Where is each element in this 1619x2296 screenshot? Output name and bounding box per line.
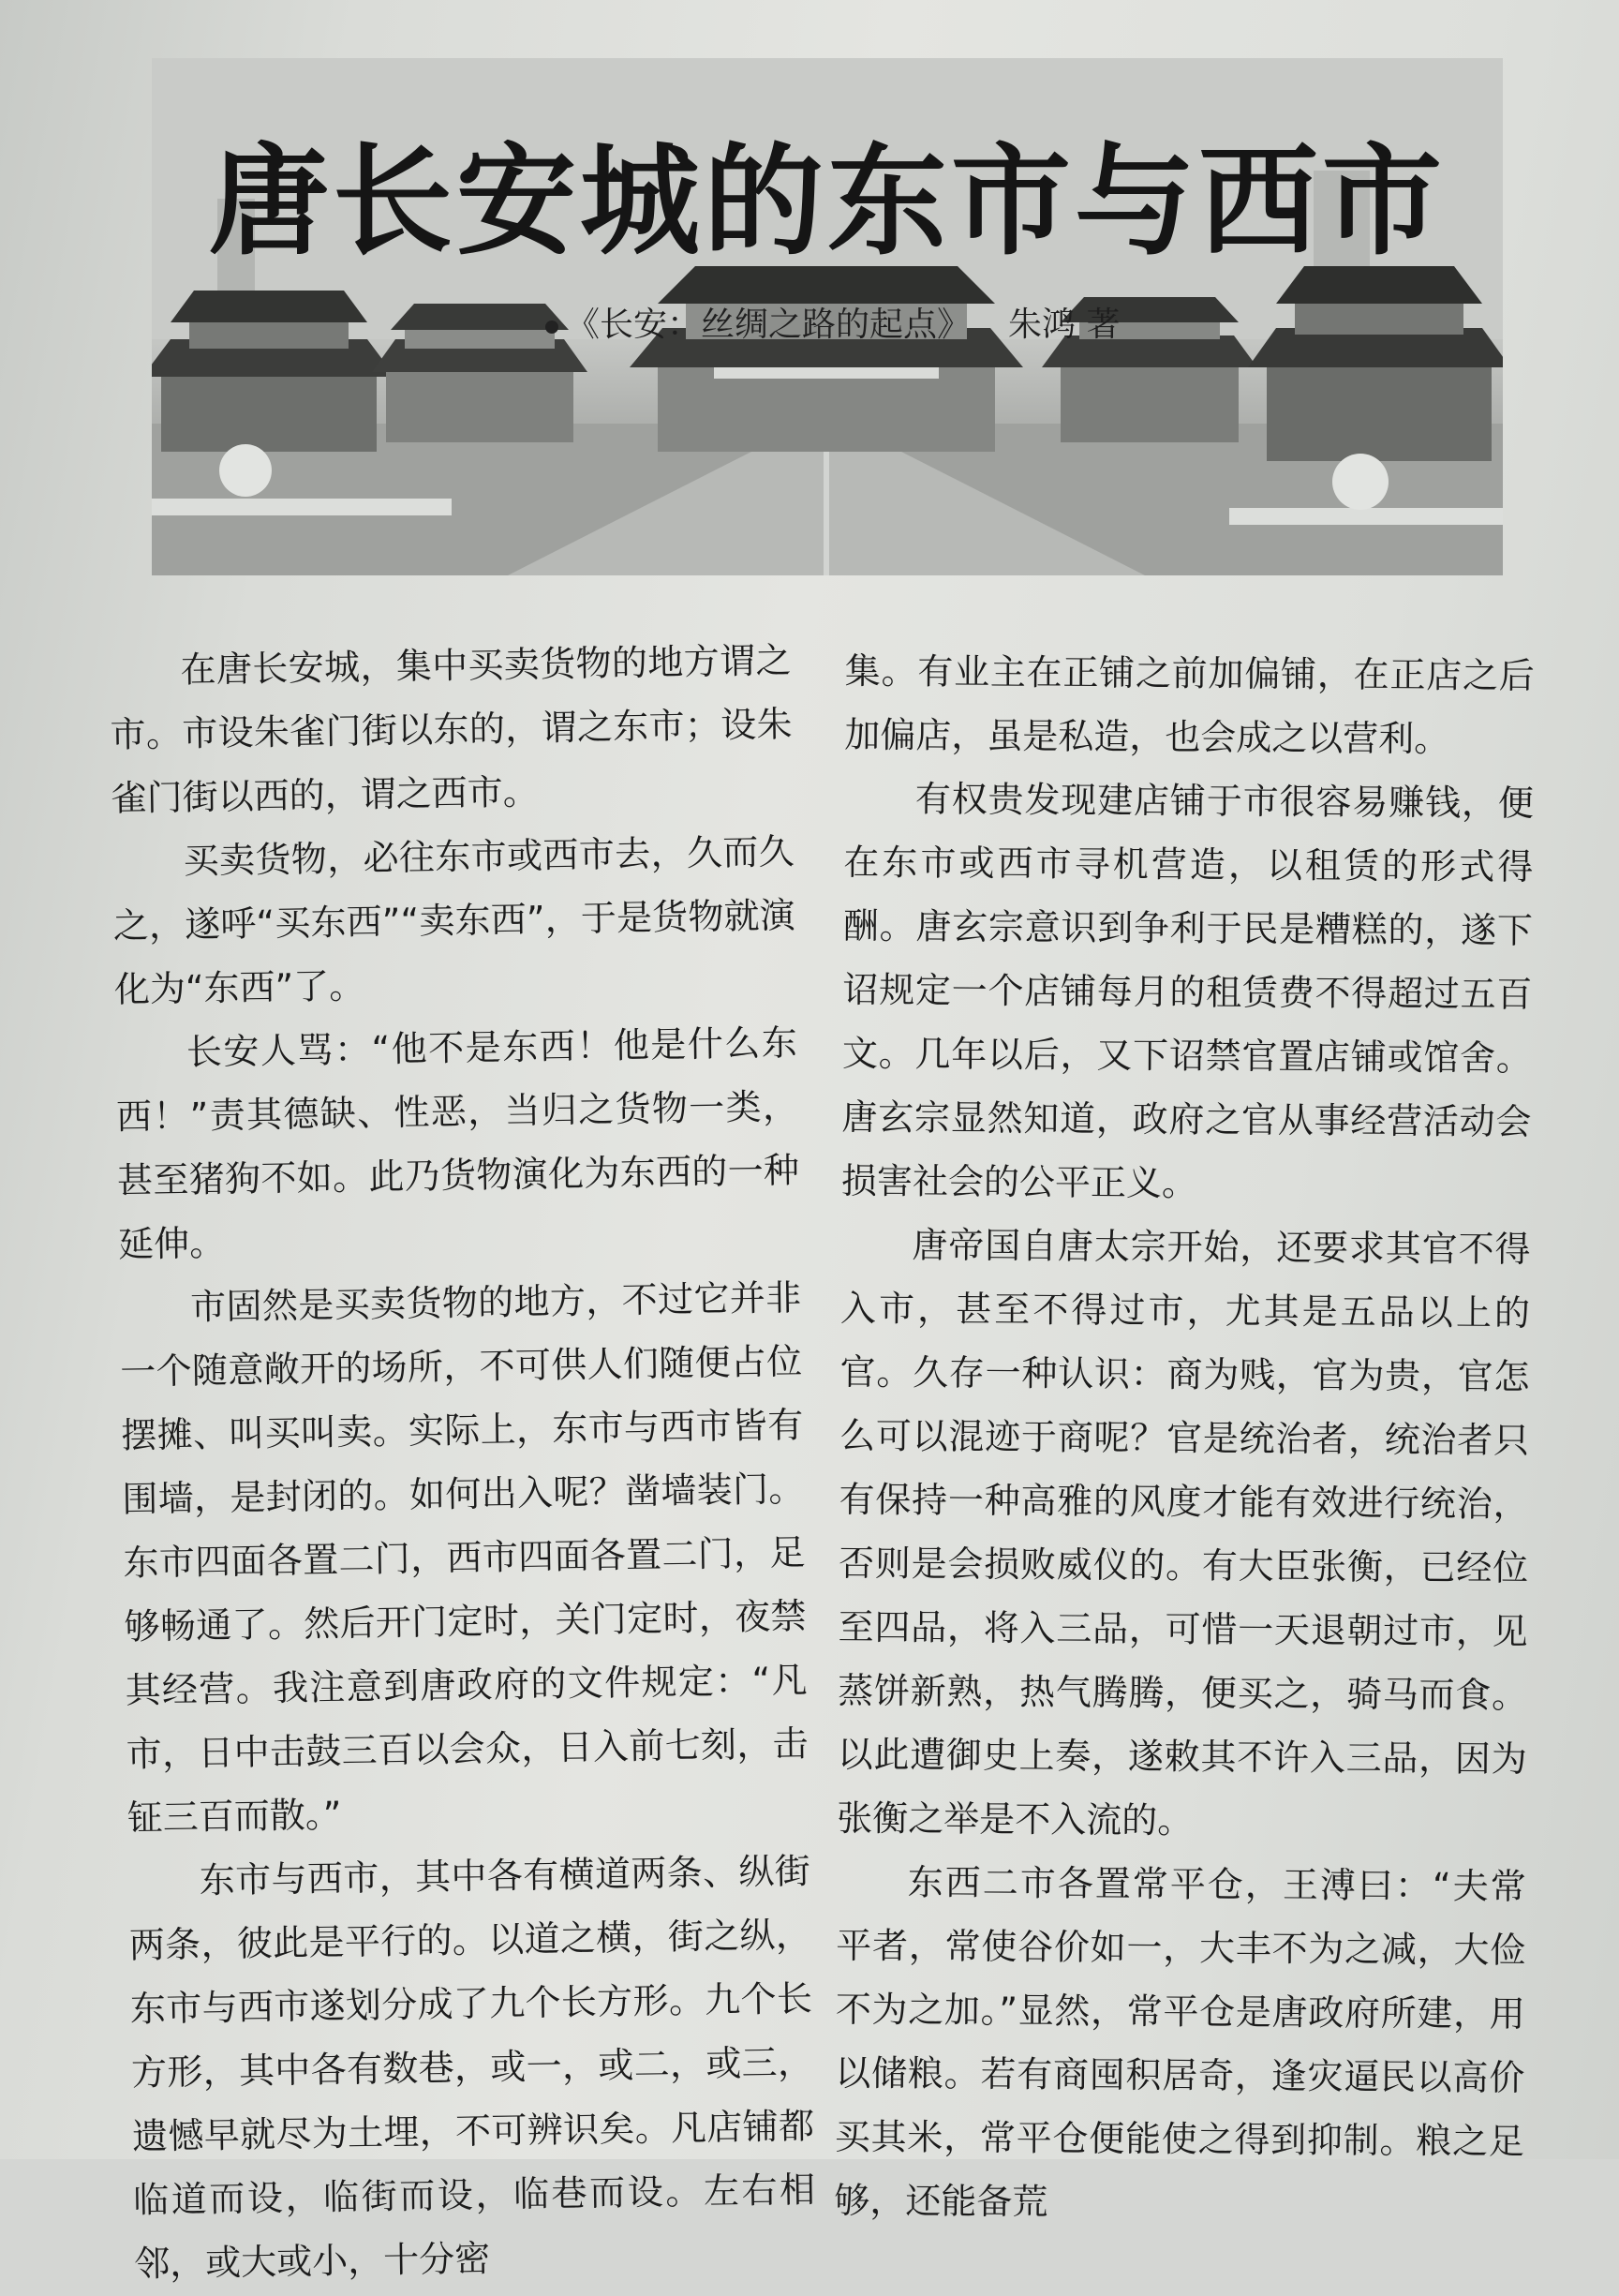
- article-title: 唐长安城的东市与西市: [208, 131, 1446, 272]
- paragraph: 东西二市各置常平仓，王溥曰：“夫常平者，常使谷价如一，大丰不为之减，大俭不为之加。”显然，常平仓是唐政府所建，用以储粮。若有商囤积居奇，逢灾逼民以高价买其米，常平仓便能使之得到抑制。粮之足够，还能备荒: [834, 1861, 1526, 2223]
- paragraph: 唐帝国自唐太宗开始，还要求其官不得入市，甚至不得过市，尤其是五品以上的官。久存一种认识：商为贱，官为贵，官怎么可以混迹于商呢？官是统治者，统治者只有保持一种高雅的风度才能有效进行统治，否则是会损败威仪的。有大臣张衡，已经位至四品，将入三品，可惜一天退朝过市，见蒸饼新熟，热气腾腾，便买之，骑马而食。以此遭御史上奏，遂敕其不许入三品，因为张衡之举是不入流的。: [837, 1224, 1531, 1841]
- paragraph: 长安人骂：“他不是东西！他是什么东西！”责其德缺、性恶，当归之货物一类，甚至猪狗不如。此乃货物演化为东西的一种延伸。: [115, 1021, 800, 1265]
- paragraph: 东市与西市，其中各有横道两条、纵街两条，彼此是平行的。以道之横，街之纵，东市与西市遂划分成了九个长方形。九个长方形，其中各有数巷，或一，或二，或三，遗憾早就尽为土埋，不可辨识矣。凡店铺都临道而设，临街而设，临巷而设。左右相邻，或大或小，十分密: [128, 1850, 816, 2285]
- paragraph: 集。有业主在正铺之前加偏铺，在正店之后加偏店，虽是私造，也会成之以营利。: [844, 649, 1535, 760]
- bullet-icon: [545, 321, 558, 334]
- paragraph: 买卖货物，必往东市或西市去，久而久之，遂呼“买东西”“卖东西”，于是货物就演化为“东西”了。: [112, 830, 796, 1010]
- article-byline: [545, 298, 1120, 346]
- paragraph: 有权贵发现建店铺于市很容易赚钱，便在东市或西市寻机营造，以租赁的形式得酬。唐玄宗意识到争利于民是糟糕的，遂下诏规定一个店铺每月的租赁费不得超过五百文。几年以后，又下诏禁官置店铺或馆舍。唐玄宗显然知道，政府之官从事经营活动会损害社会的公平正义。: [840, 778, 1534, 1204]
- header-banner: [152, 58, 1503, 575]
- right-column: [834, 639, 1535, 2237]
- article-author: 朱鸿 著: [1008, 306, 1121, 344]
- paragraph: 市固然是买卖货物的地方，不过它并非一个随意敞开的场所，不可供人们随便占位摆摊、叫买叫卖。实际上，东市与西市皆有围墙，是封闭的。如何出入呢？凿墙装门。东市四面各置二门，西市四面各置二门，足够畅通了。然后开门定时，关门定时，夜禁其经营。我注意到唐政府的文件规定：“凡市，日中击鼓三百以会众，日入前七刻，击钲三百而散。”: [119, 1276, 809, 1839]
- paragraph: 在唐长安城，集中买卖货物的地方谓之市。市设朱雀门街以东的，谓之东市；设朱雀门街以西的，谓之西市。: [110, 639, 793, 819]
- article-source: 《长安：丝绸之路的起点》: [566, 306, 972, 344]
- left-column: [109, 629, 817, 2296]
